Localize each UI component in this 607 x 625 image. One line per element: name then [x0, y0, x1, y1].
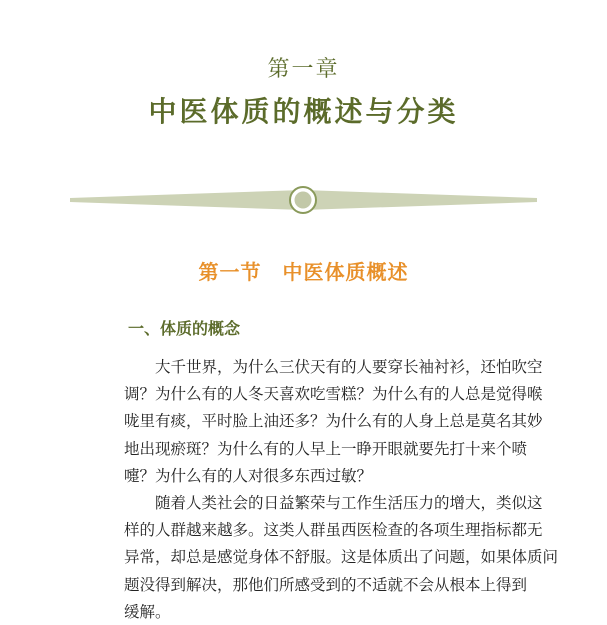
divider-ornament-inner [295, 192, 312, 209]
text-line: 大千世界，为什么三伏天有的人要穿长袖衬衫，还怕吹空 [124, 358, 543, 376]
paragraph-2 [124, 490, 559, 625]
text-line: 地出现瘀斑？为什么有的人早上一睁开眼就要先打十来个喷 [124, 439, 528, 458]
text-line: 随着人类社会的日益繁荣与工作生活压力的增大，类似这 [124, 494, 543, 513]
body-text [124, 354, 559, 625]
text-line: 缓解。 [124, 602, 171, 621]
chapter-divider [70, 180, 537, 220]
text-line: 调？为什么有的人冬天喜欢吃雪糕？为什么有的人总是觉得喉 [124, 385, 543, 404]
text-line: 咙里有痰，平时脸上油还多？为什么有的人身上总是莫名其妙 [124, 412, 543, 431]
subsection-title: 一、体质的概念 [128, 319, 241, 338]
text-line: 异常，却总是感觉身体不舒服。这是体质出了问题，如果体质问 [124, 548, 559, 567]
paragraph-1 [124, 354, 543, 490]
text-line: 题没得到解决，那他们所感受到的不适就不会从根本上得到 [124, 575, 528, 594]
text-line: 样的人群越来越多。这类人群虽西医检查的各项生理指标都无 [124, 521, 543, 540]
text-line: 嚏？为什么有的人对很多东西过敏？ [124, 466, 373, 485]
chapter-title: 中医体质的概述与分类 [148, 95, 459, 128]
chapter-label: 第一章 [267, 57, 340, 82]
section-title: 第一节 中医体质概述 [198, 260, 409, 284]
